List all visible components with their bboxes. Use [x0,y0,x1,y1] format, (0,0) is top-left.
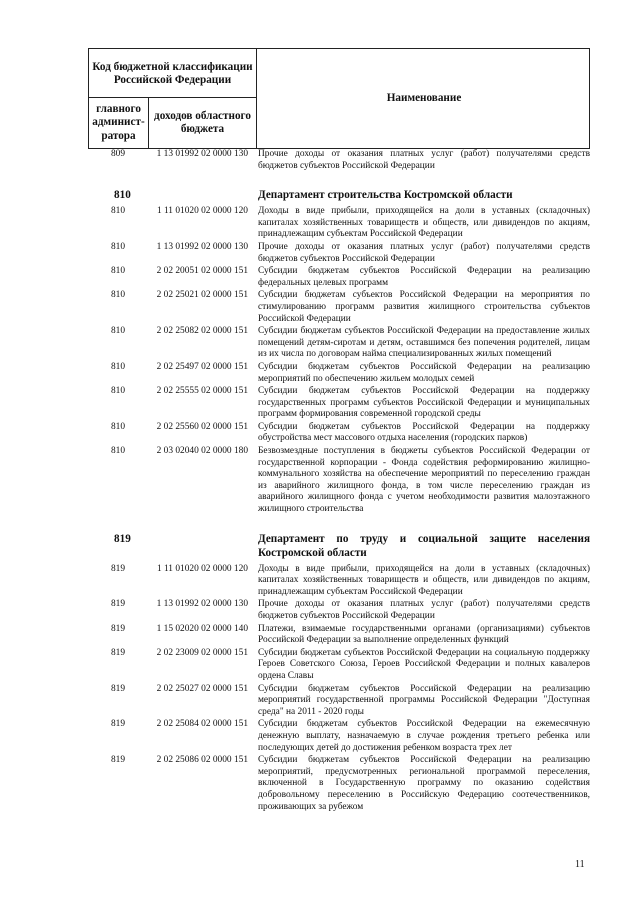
revenue-name: Доходы в виде прибыли, приходящейся на доли в уставных (складочных) капиталах хозяйственных товариществ и обществ, или дивидендов по акциям, принадлежащим субъектам Российской Федерации [258,563,590,597]
admin-code: 810 [110,446,126,457]
admin-code: 819 [110,563,126,574]
revenue-name: Субсидии бюджетам субъектов Российской Федерации на мероприятия по стимулированию программ развития жилищного строительства субъектов Российской Федерации [258,290,590,324]
table-row [88,149,590,172]
table-row [88,648,590,683]
header-admin: главного админист-ратора [89,98,149,148]
table-row [88,422,590,445]
revenue-name: Прочие доходы от оказания платных услуг (работ) получателями средств бюджетов субъектов Российской Федерации [258,599,590,621]
admin-code: 810 [110,326,126,337]
admin-code: 809 [110,149,126,159]
table-row [88,599,590,622]
table-row [88,266,590,289]
revenue-code: 2 02 23009 02 0000 151 [156,647,248,658]
revenue-name: Субсидии бюджетам субъектов Российской Федерации на поддержку обустройства мест массового отдыха населения (городских парков) [258,421,590,444]
department-row [88,188,590,202]
admin-code: 819 [110,719,126,730]
admin-code: 810 [110,361,126,372]
admin-code: 819 [110,755,126,766]
table-row [88,290,590,325]
revenue-name: Субсидии бюджетам субъектов Российской Федерации на социальную поддержку Героев Советского Союза, Героев Российской Федерации и полных кавалеров ордена Славы [258,647,590,681]
table-row [88,564,590,599]
revenue-name: Субсидии бюджетам субъектов Российской Федерации на реализацию мероприятий, предусмотренных региональной программой переселения, включенной в Государственную программу по оказанию содействия добровольному переселению в Российскую Федерацию соотечественников, проживающих за рубежом [258,755,590,812]
revenue-name: Безвозмездные поступления в бюджеты субъектов Российской Федерации от государственной корпорации - Фонда содействия реформированию жилищно-коммунального хозяйства на обеспечение мероприятий по переселению граждан из аварийного жилищного фонда, в том числе переселению граждан из аварийного жилищного фонда с учетом необходимости развития малоэтажного жилищного строительства [258,446,590,515]
revenue-name: Субсидии бюджетам субъектов Российской Федерации на предоставление жилых помещений детям-сиротам и детям, оставшимся без попечения родителей, лицам из их числа по договорам найма специализированных жилых помещений [258,326,590,360]
revenue-code: 1 11 01020 02 0000 120 [156,563,248,574]
revenue-code: 2 02 25555 02 0000 151 [156,386,248,397]
table-row [88,206,590,241]
revenue-code: 2 03 02040 02 0000 180 [156,446,248,457]
revenue-code: 1 13 01992 02 0000 130 [156,599,248,610]
revenue-code: 2 02 25021 02 0000 151 [156,290,248,301]
table-row [88,362,590,385]
header-name: Наименование [386,91,462,104]
admin-code: 819 [110,623,126,634]
header-kbk: Код бюджетной классификации Российской Федерации [89,49,257,98]
table-row [88,684,590,719]
revenue-code: 2 02 25027 02 0000 151 [156,683,248,694]
revenue-name: Прочие доходы от оказания платных услуг (работ) получателями средств бюджетов субъектов Российской Федерации [258,149,590,171]
budget-table [88,48,590,813]
revenue-name: Субсидии бюджетам субъектов Российской Федерации на ежемесячную денежную выплату, назначаемую в случае рождения третьего ребенка или последующих детей до достижения ребенком возраста трех лет [258,719,590,753]
table-header [88,48,590,149]
admin-code: 810 [110,241,126,252]
revenue-code: 1 13 01992 02 0000 130 [156,241,248,252]
department-name: Департамент по труду и социальной защите населения Костромской области [258,532,590,559]
revenue-code: 2 02 25086 02 0000 151 [156,755,248,766]
revenue-code: 2 02 25082 02 0000 151 [156,326,248,337]
revenue-name: Прочие доходы от оказания платных услуг (работ) получателями средств бюджетов субъектов Российской Федерации [258,241,590,264]
revenue-name: Субсидии бюджетам субъектов Российской Федерации на поддержку государственных программ субъектов Российской Федерации и муниципальных программ формирования современной городской среды [258,386,590,420]
revenue-code: 2 02 20051 02 0000 151 [156,266,248,277]
admin-code: 810 [114,189,131,202]
department-row [88,532,590,560]
admin-code: 810 [110,386,126,397]
header-revenue: доходов областного бюджета [149,98,257,148]
admin-code: 810 [110,266,126,277]
table-row [88,242,590,265]
revenue-name: Субсидии бюджетам субъектов Российской Федерации на реализацию мероприятий государственной программы Российской Федерации "Доступная среда" на 2011 - 2020 годы [258,683,590,717]
admin-code: 810 [110,421,126,432]
admin-code: 810 [110,290,126,301]
revenue-code: 2 02 25497 02 0000 151 [156,361,248,372]
revenue-name: Субсидии бюджетам субъектов Российской Федерации на реализацию федеральных целевых программ [258,266,590,288]
admin-code: 810 [110,206,126,217]
revenue-code: 2 02 25560 02 0000 151 [156,421,248,432]
revenue-code [148,532,256,560]
revenue-code: 1 15 02020 02 0000 140 [156,623,248,634]
table-row [88,386,590,421]
admin-code: 819 [110,683,126,694]
revenue-code: 2 02 25084 02 0000 151 [156,719,248,730]
revenue-code: 1 11 01020 02 0000 120 [156,206,248,217]
table-row [88,755,590,813]
revenue-code [148,188,256,202]
department-name: Департамент строительства Костромской области [258,189,513,202]
admin-code: 819 [110,599,126,610]
table-row [88,624,590,647]
revenue-name: Доходы в виде прибыли, приходящейся на доли в уставных (складочных) капиталах хозяйственных товариществ и обществ, или дивидендов по акциям, принадлежащим субъектам Российской Федерации [258,206,590,240]
table-row [88,446,590,516]
page-number: 11 [575,859,585,870]
revenue-code: 1 13 01992 02 0000 130 [156,149,248,159]
revenue-name: Субсидии бюджетам субъектов Российской Федерации на реализацию мероприятий по обеспечению жильем молодых семей [258,361,590,384]
table-row [88,326,590,361]
table-body [88,149,590,813]
table-row [88,719,590,754]
admin-code: 819 [110,647,126,658]
revenue-name: Платежи, взимаемые государственными органами (организациями) субъектов Российской Федерации за выполнение определенных функций [258,623,590,646]
admin-code: 819 [114,532,131,545]
